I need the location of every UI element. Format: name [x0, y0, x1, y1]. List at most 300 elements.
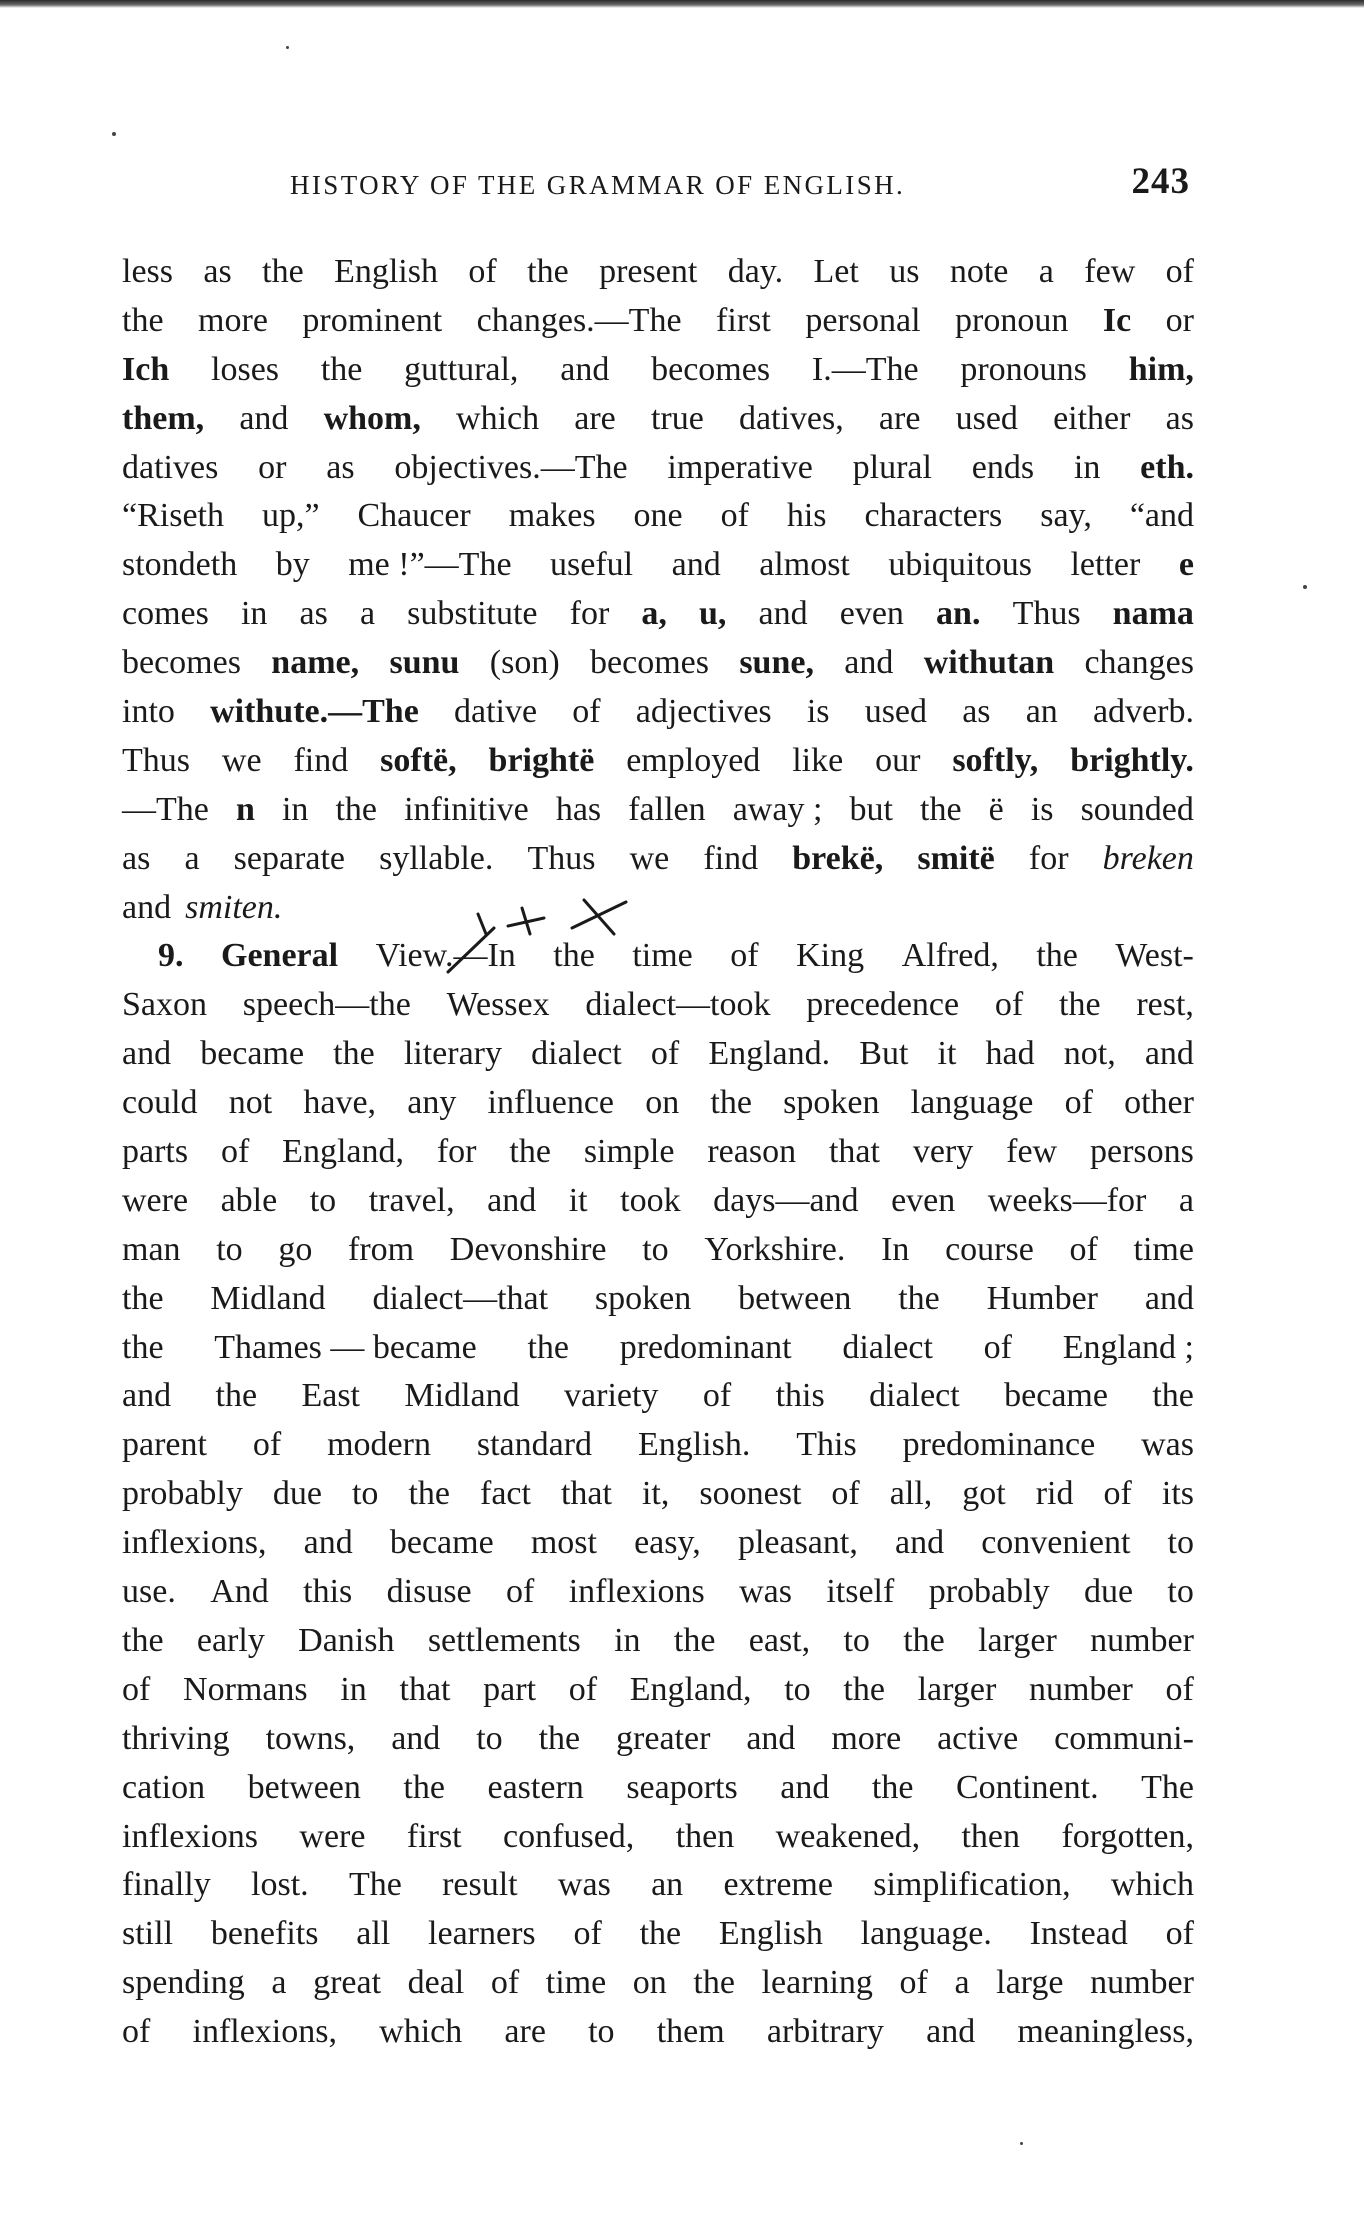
text-line: [122, 1470, 1194, 1519]
bold-term: them,: [122, 399, 205, 437]
text-line: [122, 639, 1194, 688]
word: learners: [428, 1915, 536, 1953]
word: useful: [550, 546, 634, 584]
word: a: [1178, 1181, 1194, 1219]
word: dialect—that: [372, 1279, 549, 1317]
word: more: [198, 301, 268, 339]
word: and: [1144, 1279, 1194, 1317]
word: to: [476, 1719, 503, 1757]
word: predominant: [619, 1328, 792, 1366]
word: of: [1069, 1230, 1098, 1268]
word: that: [399, 1670, 451, 1708]
word: in: [340, 1670, 367, 1708]
word: or: [1165, 301, 1194, 339]
word: that: [560, 1475, 612, 1513]
word: West-: [1115, 937, 1194, 975]
word: are: [878, 399, 921, 437]
word: then: [961, 1817, 1021, 1855]
text-line: [122, 737, 1194, 786]
bold-term: sunu: [389, 644, 460, 682]
word: the: [639, 1915, 682, 1953]
word: active: [937, 1719, 1019, 1757]
word: changes.—The: [476, 301, 682, 339]
word: This: [796, 1426, 857, 1464]
text-line: [122, 1910, 1194, 1959]
word: to: [642, 1230, 669, 1268]
word: not,: [1063, 1035, 1116, 1073]
word: of: [1165, 1670, 1194, 1708]
text-line: [122, 541, 1194, 590]
word: day.: [727, 253, 784, 290]
word: great: [313, 1964, 382, 2002]
word: inflexions,: [192, 2013, 337, 2051]
word: modern: [327, 1426, 431, 1464]
word: me !”—The: [348, 546, 512, 584]
word: the: [843, 1670, 885, 1708]
word: few: [1084, 253, 1136, 290]
word: precedence: [806, 986, 960, 1024]
word: the: [509, 1133, 551, 1171]
word: find: [703, 839, 759, 877]
word: his: [786, 497, 827, 535]
word: the: [871, 1768, 914, 1806]
word: —The: [122, 790, 209, 828]
word: even: [891, 1181, 956, 1219]
word: greater: [616, 1719, 711, 1757]
word: prominent: [302, 301, 443, 339]
word: any: [407, 1084, 457, 1122]
word: becomes: [122, 644, 241, 682]
word: I.—The: [811, 350, 919, 388]
word: it: [937, 1035, 957, 1073]
word: true: [650, 399, 704, 437]
word: away ;: [732, 790, 823, 828]
bold-term: an.: [936, 595, 981, 633]
paper-speck: [1020, 2142, 1023, 2145]
bold-term: him,: [1128, 350, 1194, 388]
text-line: [122, 1861, 1194, 1910]
word: days—and: [713, 1181, 859, 1219]
word: got: [962, 1475, 1006, 1513]
word: soonest: [699, 1475, 802, 1513]
word: England,: [282, 1133, 404, 1171]
paper-speck: [286, 46, 289, 49]
word: English: [334, 253, 438, 290]
word: of: [1165, 253, 1194, 290]
text-line: [122, 1275, 1194, 1324]
word: of: [573, 1915, 602, 1953]
word: weakened,: [775, 1817, 921, 1855]
text-line: [122, 835, 1194, 884]
word: Alfred,: [901, 937, 999, 975]
word: more: [831, 1719, 902, 1757]
word: all,: [889, 1475, 933, 1513]
word: letter: [1070, 546, 1141, 584]
word: fact: [480, 1475, 531, 1513]
paper-speck: [1303, 585, 1307, 589]
word: guttural,: [404, 350, 519, 388]
word: ë: [988, 790, 1004, 828]
word: find: [293, 741, 349, 779]
word: other: [1124, 1084, 1194, 1122]
text-line: [122, 884, 1194, 933]
word: influence: [487, 1084, 615, 1122]
word: Devonshire: [449, 1230, 607, 1268]
word: rid: [1035, 1475, 1074, 1513]
word: lost.: [251, 1866, 309, 1904]
word: as: [1165, 399, 1194, 437]
word: able: [220, 1181, 278, 1219]
word: the: [122, 1621, 164, 1659]
text-line: [122, 1128, 1194, 1177]
word: all: [356, 1915, 391, 1953]
word: “Riseth: [122, 497, 224, 535]
word: for: [436, 1133, 477, 1171]
word: as: [122, 839, 151, 877]
text-line: [122, 932, 1194, 981]
word: England ;: [1062, 1328, 1194, 1366]
word: ubiquitous: [888, 546, 1032, 584]
bold-term: u,: [699, 595, 727, 633]
word: Yorkshire.: [704, 1230, 846, 1268]
text-line: [122, 248, 1194, 297]
word: sounded: [1080, 790, 1194, 828]
word: of: [1103, 1475, 1132, 1513]
word: for: [1028, 839, 1069, 877]
word: itself: [826, 1573, 895, 1611]
italic-term: smiten.: [185, 888, 283, 926]
word: adjectives: [635, 693, 772, 731]
word: standard: [476, 1426, 593, 1464]
word: of: [572, 693, 601, 731]
word: Instead: [1029, 1915, 1128, 1953]
running-head: HISTORY OF THE GRAMMAR OF ENGLISH.: [290, 170, 906, 200]
word: were: [122, 1181, 189, 1219]
word: few: [1006, 1133, 1058, 1171]
word: probably: [122, 1475, 243, 1513]
text-line: [122, 1764, 1194, 1813]
bold-term: sune,: [739, 644, 814, 682]
word: disuse: [386, 1573, 472, 1611]
word: personal: [805, 301, 921, 339]
section-number: 9.: [158, 937, 184, 975]
word: less: [122, 253, 173, 290]
word: of: [468, 253, 497, 290]
word: like: [792, 741, 844, 779]
word: by: [275, 546, 310, 584]
word: and: [303, 1524, 353, 1562]
word: dative: [453, 693, 538, 731]
word: in: [614, 1621, 641, 1659]
word: Midland: [210, 1279, 326, 1317]
word: which: [456, 399, 540, 437]
word: parent: [122, 1426, 207, 1464]
word: a: [1038, 253, 1054, 290]
word: the: [335, 790, 378, 828]
word: the: [673, 1621, 716, 1659]
word: as: [299, 595, 328, 633]
text-line: [122, 346, 1194, 395]
word: the: [122, 1279, 164, 1317]
word: that: [828, 1133, 880, 1171]
word: is: [1030, 790, 1054, 828]
word: Thus: [527, 839, 596, 877]
word: deal: [407, 1964, 465, 2002]
word: seaports: [626, 1768, 738, 1806]
word: its: [1161, 1475, 1194, 1513]
word: communi-: [1054, 1719, 1194, 1757]
word: the: [920, 790, 962, 828]
word: of: [1165, 1915, 1194, 1953]
word: the: [215, 1377, 258, 1415]
bold-term: brekë,: [792, 839, 884, 877]
word: East: [301, 1377, 360, 1415]
word: England,: [629, 1670, 752, 1708]
bold-term: brightly.: [1070, 741, 1194, 779]
word: the: [710, 1084, 752, 1122]
bold-term: Ich: [122, 350, 170, 388]
word: cation: [122, 1768, 206, 1806]
word: very: [912, 1133, 974, 1171]
word: pleasant,: [737, 1524, 858, 1562]
section-heading: General: [221, 937, 339, 975]
word: stondeth: [122, 546, 238, 584]
text-line: [122, 1568, 1194, 1617]
word: to: [1167, 1573, 1194, 1611]
word: the: [333, 1035, 375, 1073]
word: of: [1064, 1084, 1093, 1122]
word: reason: [707, 1133, 797, 1171]
bold-term: brightë: [488, 741, 595, 779]
word: and: [560, 350, 610, 388]
text-line: [122, 2008, 1194, 2057]
word: an: [1025, 693, 1058, 731]
word: are: [574, 399, 616, 437]
text-line: [122, 1177, 1194, 1226]
word: becomes: [651, 350, 771, 388]
bold-term: whom,: [323, 399, 421, 437]
word: to: [351, 1475, 379, 1513]
word: and: [758, 595, 808, 633]
word: makes: [508, 497, 596, 535]
word: comes: [122, 595, 209, 633]
word: and: [746, 1719, 796, 1757]
word: English: [718, 1915, 823, 1953]
word: but: [849, 790, 893, 828]
word: the: [903, 1621, 945, 1659]
word: go: [278, 1230, 313, 1268]
word: and: [894, 1524, 945, 1562]
word: (son): [489, 644, 560, 682]
word: was: [1141, 1426, 1194, 1464]
word: in: [1073, 448, 1101, 486]
text-line: [122, 688, 1194, 737]
word: them: [656, 2013, 725, 2051]
word: say,: [1040, 497, 1092, 535]
word: arbitrary: [766, 2013, 884, 2051]
word: variety: [564, 1377, 659, 1415]
word: either: [1053, 399, 1131, 437]
word: as: [962, 693, 991, 731]
word: And: [210, 1573, 269, 1611]
text-line: [122, 1226, 1194, 1275]
word: King: [796, 937, 865, 975]
word: The: [1141, 1768, 1194, 1806]
word: In: [881, 1230, 910, 1268]
word: to: [588, 2013, 615, 2051]
word: had: [985, 1035, 1035, 1073]
word: dialect: [531, 1035, 622, 1073]
word: meaningless,: [1017, 2013, 1194, 2051]
word: the: [527, 253, 569, 290]
word: rest,: [1136, 986, 1194, 1024]
word: course: [945, 1230, 1034, 1268]
word: were: [299, 1817, 366, 1855]
text-line: [122, 1324, 1194, 1373]
word: of: [899, 1964, 928, 2002]
bold-term: e: [1178, 546, 1194, 584]
word: dialect: [842, 1328, 933, 1366]
word: a: [184, 839, 200, 877]
word: of: [702, 1377, 732, 1415]
word: the: [527, 1328, 569, 1366]
word: Midland: [404, 1377, 520, 1415]
word: used: [955, 399, 1018, 437]
word: and: [780, 1768, 830, 1806]
word: the: [403, 1768, 445, 1806]
bold-term: a,: [641, 595, 667, 633]
italic-term: breken: [1102, 839, 1194, 877]
word: and: [122, 1035, 172, 1073]
word: larger: [978, 1621, 1057, 1659]
word: English.: [637, 1426, 751, 1464]
paper-speck: [112, 132, 116, 136]
word: became: [200, 1035, 305, 1073]
word: simplification,: [873, 1866, 1071, 1904]
word: and: [1144, 1035, 1194, 1073]
word: the: [693, 1964, 735, 2002]
word: the: [538, 1719, 581, 1757]
word: and: [122, 1377, 172, 1415]
text-line: [122, 1519, 1194, 1568]
text-line: [122, 981, 1194, 1030]
word: number: [1090, 1964, 1194, 2002]
word: substitute: [407, 595, 538, 633]
word: between: [247, 1768, 361, 1806]
text-line: [122, 492, 1194, 541]
word: of: [568, 1670, 598, 1708]
word: still: [122, 1915, 174, 1953]
word: to: [309, 1181, 337, 1219]
text-line: [122, 1030, 1194, 1079]
word: for: [569, 595, 610, 633]
word: it,: [641, 1475, 670, 1513]
word: inflexions,: [122, 1524, 267, 1562]
word: first: [716, 301, 771, 339]
word: adverb.: [1092, 693, 1194, 731]
word: Wessex: [446, 986, 550, 1024]
word: forgotten,: [1061, 1817, 1194, 1855]
body-text: [122, 248, 1194, 2057]
word: of: [506, 1573, 535, 1611]
word: datives,: [738, 399, 844, 437]
word: inflexions: [568, 1573, 705, 1611]
word: present: [599, 253, 698, 290]
word: us: [889, 253, 920, 290]
word: the: [262, 253, 304, 290]
word: and: [122, 888, 172, 926]
word: note: [949, 253, 1009, 290]
word: pronoun: [955, 301, 1069, 339]
word: Chaucer: [357, 497, 471, 535]
text-line: [122, 1959, 1194, 2008]
word: part: [483, 1670, 537, 1708]
word: Thus: [1012, 595, 1081, 633]
word: Thames — became: [214, 1328, 477, 1366]
word: this: [303, 1573, 353, 1611]
word: the: [1152, 1377, 1194, 1415]
word: due: [272, 1475, 322, 1513]
word: spending: [122, 1964, 245, 2002]
word: objectives.—The: [394, 448, 628, 486]
word: first: [406, 1817, 462, 1855]
word: not: [228, 1084, 273, 1122]
word: of: [720, 497, 749, 535]
word: was: [739, 1573, 792, 1611]
word: Humber: [986, 1279, 1099, 1317]
word: of: [122, 1670, 151, 1708]
word: of: [831, 1475, 860, 1513]
word: Thus: [122, 741, 190, 779]
top-page-edge: [0, 0, 1364, 8]
word: in: [240, 595, 268, 633]
word: of: [994, 986, 1024, 1024]
word: probably: [928, 1573, 1050, 1611]
word: of: [252, 1426, 282, 1464]
text-line: [122, 1421, 1194, 1470]
bold-term: withutan: [923, 644, 1055, 682]
word: infinitive: [404, 790, 529, 828]
word: dialect—took: [585, 986, 771, 1024]
word: finally: [122, 1866, 211, 1904]
word: separate: [233, 839, 346, 877]
word: could: [122, 1084, 198, 1122]
word: of: [490, 1964, 520, 2002]
word: even: [839, 595, 904, 633]
word: the: [122, 301, 164, 339]
word: as: [203, 253, 232, 290]
word: a: [359, 595, 376, 633]
word: Let: [813, 253, 859, 290]
word: the: [1036, 937, 1078, 975]
word: language: [910, 1084, 1034, 1122]
word: “and: [1129, 497, 1194, 535]
bold-term: Ic: [1102, 301, 1132, 339]
text-line: [122, 1617, 1194, 1666]
word: of: [220, 1133, 250, 1171]
word: employed: [626, 741, 761, 779]
word: weeks—for: [987, 1181, 1147, 1219]
word: between: [738, 1279, 852, 1317]
word: the: [898, 1279, 940, 1317]
word: easy,: [634, 1524, 701, 1562]
word: a: [271, 1964, 287, 2002]
word: became: [389, 1524, 494, 1562]
bold-term: softë,: [380, 741, 457, 779]
word: learning: [761, 1964, 873, 2002]
text-line: [122, 1079, 1194, 1128]
word: confused,: [503, 1817, 635, 1855]
